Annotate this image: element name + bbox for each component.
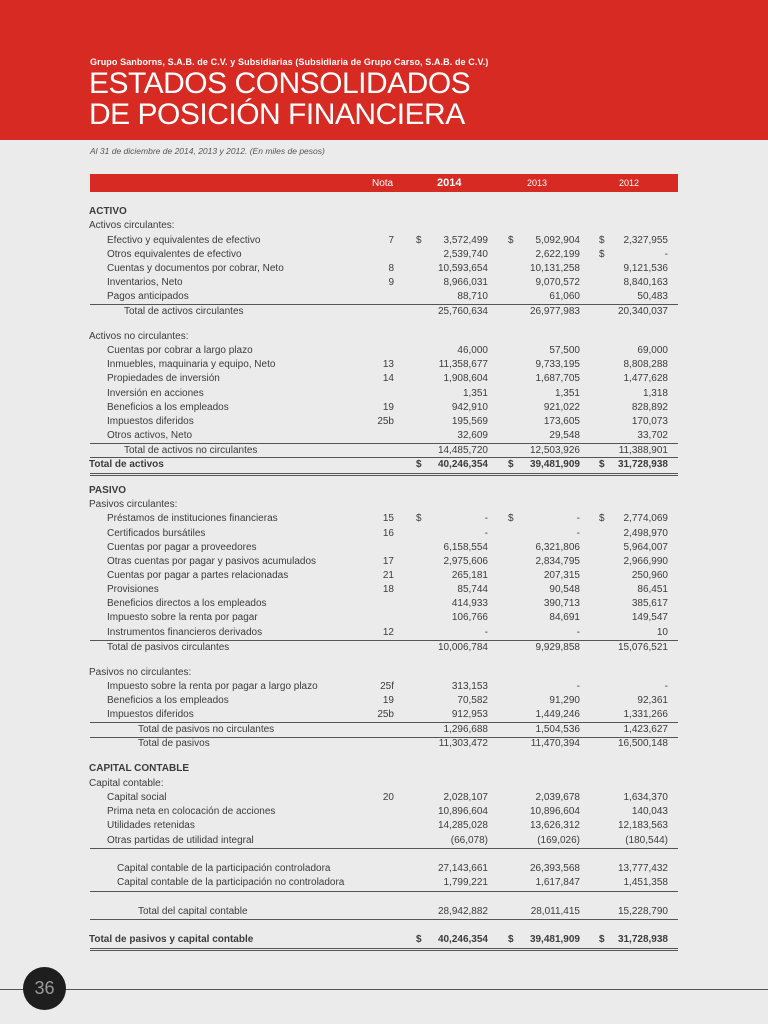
subtotal-row [0,723,768,737]
amount-cell: 1,423,627 [623,724,668,735]
row-label: CAPITAL CONTABLE [89,763,189,774]
amount-cell: 1,687,705 [535,373,580,384]
amount-cell: 942,910 [451,402,488,413]
amount-cell: 2,327,955 [623,235,668,246]
divider [90,891,678,892]
amount-cell: 2,622,199 [535,249,580,260]
note-ref: 25b [377,709,394,720]
row-label: Total de activos [89,459,164,470]
amount-cell: 2,774,069 [623,513,668,524]
row-label: Inversión en acciones [107,388,204,399]
amount-cell: - [576,627,580,638]
amount-cell: 40,246,354 [437,934,488,945]
amount-cell: 149,547 [631,612,668,623]
amount-cell: 11,303,472 [438,738,488,749]
row-label: Otras cuentas por pagar y pasivos acumulados [107,556,316,567]
total-row [0,458,768,472]
table-row [0,512,768,526]
subsection-title [0,330,768,344]
subsection-title [0,219,768,233]
note-ref: 15 [382,513,394,524]
table-row [0,834,768,848]
amount-cell: 10 [656,627,668,638]
amount-cell: 12,503,926 [529,445,580,456]
amount-cell: 16,500,148 [617,738,668,749]
row-label: PASIVO [89,485,127,496]
currency-sign: $ [508,934,514,945]
subtotal-row [0,444,768,458]
row-label: Beneficios a los empleados [107,402,229,413]
row-label: Impuesto sobre la renta por pagar a largo plazo [107,681,318,692]
amount-cell: 29,548 [549,430,580,441]
amount-cell: 26,393,568 [529,863,580,874]
statement-subtitle: Al 31 de diciembre de 2014, 2013 y 2012. (En miles de pesos) [90,146,325,156]
amount-cell: 8,966,031 [443,277,488,288]
amount-cell: 13,626,312 [529,820,580,831]
column-header-nota: Nota [372,178,394,189]
note-ref: 16 [382,528,394,539]
amount-cell: 8,840,163 [623,277,668,288]
amount-cell: 3,572,499 [443,235,488,246]
table-row [0,358,768,372]
currency-sign: $ [416,235,422,246]
amount-cell: - [576,681,580,692]
divider [90,848,678,849]
amount-cell: 1,331,266 [623,709,668,720]
amount-cell: 69,000 [637,345,668,356]
row-label: Prima neta en colocación de acciones [107,806,276,817]
amount-cell: 11,470,394 [530,738,580,749]
amount-cell: 10,896,604 [529,806,580,817]
currency-sign: $ [508,513,514,524]
amount-cell: 28,011,415 [530,906,580,917]
currency-sign: $ [416,513,422,524]
note-ref: 21 [382,570,394,581]
amount-cell: - [484,528,488,539]
table-row [0,527,768,541]
row-label: Activos circulantes: [89,220,175,231]
subtotal-row [0,905,768,919]
note-ref: 7 [388,235,394,246]
currency-sign: $ [508,459,514,470]
amount-cell: 250,960 [631,570,668,581]
amount-cell: 32,609 [457,430,488,441]
amount-cell: 84,691 [549,612,580,623]
amount-cell: 14,485,720 [437,445,488,456]
row-label: Total de activos circulantes [124,306,244,317]
note-ref: 12 [382,627,394,638]
currency-sign: $ [599,459,605,470]
amount-cell: 828,892 [631,402,668,413]
amount-cell: 9,070,572 [535,277,580,288]
row-label: Cuentas por pagar a proveedores [107,542,257,553]
row-label: Beneficios directos a los empleados [107,598,267,609]
amount-cell: 92,361 [637,695,668,706]
amount-cell: 170,073 [631,416,668,427]
amount-cell: 1,908,604 [443,373,488,384]
amount-cell: 40,246,354 [437,459,488,470]
amount-cell: 28,942,882 [437,906,488,917]
amount-cell: - [576,513,580,524]
amount-cell: 1,477,628 [623,373,668,384]
row-label: Cuentas y documentos por cobrar, Neto [107,263,284,274]
currency-sign: $ [599,513,605,524]
amount-cell: 50,483 [637,291,668,302]
footer-divider [0,989,768,990]
amount-cell: 5,964,007 [623,542,668,553]
table-row [0,401,768,415]
row-label: Total de pasivos [138,738,210,749]
row-label: Total de activos no circulantes [124,445,258,456]
row-label: Capital social [107,792,167,803]
table-row [0,387,768,401]
amount-cell: 13,777,432 [617,863,668,874]
table-row [0,541,768,555]
row-label: Total de pasivos circulantes [107,642,230,653]
amount-cell: 9,121,536 [623,263,668,274]
table-row [0,694,768,708]
currency-sign: $ [416,459,422,470]
amount-cell: 15,076,521 [617,642,668,653]
amount-cell: 5,092,904 [535,235,580,246]
amount-cell: 33,702 [637,430,668,441]
amount-cell: 921,022 [543,402,580,413]
table-row [0,597,768,611]
amount-cell: 106,766 [451,612,488,623]
row-label: Efectivo y equivalentes de efectivo [107,235,261,246]
amount-cell: - [484,513,488,524]
note-ref: 20 [382,792,394,803]
amount-cell: 10,131,258 [529,263,580,274]
amount-cell: 1,296,688 [443,724,488,735]
amount-cell: 1,617,847 [535,877,580,888]
amount-cell: 6,321,806 [535,542,580,553]
table-row [0,819,768,833]
amount-cell: 57,500 [549,345,580,356]
amount-cell: 11,388,901 [618,445,668,456]
row-label: Utilidades retenidas [107,820,195,831]
amount-cell: - [664,681,668,692]
title-line-2: DE POSICIÓN FINANCIERA [89,98,465,131]
row-label: Capital contable de la participación controladora [117,863,331,874]
row-label: Cuentas por cobrar a largo plazo [107,345,253,356]
amount-cell: 14,285,028 [437,820,488,831]
table-row [0,680,768,694]
amount-cell: 140,043 [631,806,668,817]
currency-sign: $ [508,235,514,246]
table-row [0,791,768,805]
amount-cell: 2,028,107 [443,792,488,803]
subsection-title [0,666,768,680]
amount-cell: 912,953 [451,709,488,720]
row-label: Propiedades de inversión [107,373,220,384]
amount-cell: 2,039,678 [535,792,580,803]
amount-cell: 39,481,909 [529,459,580,470]
divider [90,919,678,920]
column-header-2012: 2012 [619,178,640,188]
amount-cell: 1,318 [642,388,668,399]
amount-cell: 11,358,677 [438,359,488,370]
amount-cell: 173,605 [543,416,580,427]
row-label: Capital contable de la participación no controladora [117,877,345,888]
amount-cell: 1,504,536 [535,724,580,735]
amount-cell: 12,183,563 [617,820,668,831]
amount-cell: 2,539,740 [443,249,488,260]
amount-cell: 9,733,195 [535,359,580,370]
subsection-title [0,777,768,791]
row-label: Pagos anticipados [107,291,189,302]
row-label: Impuestos diferidos [107,416,194,427]
double-underline [90,473,678,474]
table-row [0,626,768,640]
row-label: Activos no circulantes: [89,331,189,342]
note-ref: 8 [388,263,394,274]
amount-cell: (66,078) [450,835,488,846]
row-label: Inmuebles, maquinaria y equipo, Neto [107,359,276,370]
subtotal-row [0,737,768,751]
amount-cell: 1,449,246 [535,709,580,720]
amount-cell: 414,933 [451,598,488,609]
subtotal-row [0,641,768,655]
table-row [0,372,768,386]
note-ref: 19 [382,695,394,706]
amount-cell: 1,451,358 [623,877,668,888]
section-title-activo [0,205,768,219]
row-label: Impuestos diferidos [107,709,194,720]
row-label: Total de pasivos y capital contable [89,934,254,945]
row-label: Otros activos, Neto [107,430,193,441]
amount-cell: 26,977,983 [529,306,580,317]
amount-cell: 39,481,909 [529,934,580,945]
amount-cell: 31,728,938 [617,459,668,470]
amount-cell: 61,060 [549,291,580,302]
note-ref: 25f [380,681,394,692]
table-row [0,555,768,569]
table-row [0,876,768,890]
row-label: Impuesto sobre la renta por pagar [107,612,258,623]
subtotal-row [0,305,768,319]
amount-cell: 1,799,221 [443,877,488,888]
amount-cell: 9,929,858 [535,642,580,653]
amount-cell: 207,315 [543,570,580,581]
row-label: Provisiones [107,584,159,595]
amount-cell: - [664,249,668,260]
note-ref: 9 [388,277,394,288]
section-title-capital [0,762,768,776]
amount-cell: - [484,627,488,638]
row-label: Pasivos no circulantes: [89,667,192,678]
double-underline [90,950,678,951]
company-name: Grupo Sanborns, S.A.B. de C.V. y Subsidiarias (Subsidiaria de Grupo Carso, S.A.B. de C.V.) [90,57,489,67]
note-ref: 19 [382,402,394,413]
amount-cell: 265,181 [451,570,488,581]
currency-sign: $ [599,934,605,945]
table-row [0,344,768,358]
amount-cell: 2,498,970 [623,528,668,539]
amount-cell: 91,290 [549,695,580,706]
row-label: ACTIVO [89,206,127,217]
amount-cell: 88,710 [457,291,488,302]
amount-cell: 313,153 [451,681,488,692]
amount-cell: 10,896,604 [437,806,488,817]
amount-cell: 2,975,606 [443,556,488,567]
note-ref: 13 [382,359,394,370]
row-label: Otras partidas de utilidad integral [107,835,254,846]
table-row [0,611,768,625]
amount-cell: 25,760,634 [437,306,488,317]
amount-cell: 70,582 [457,695,488,706]
row-label: Pasivos circulantes: [89,499,178,510]
amount-cell: 2,966,990 [623,556,668,567]
table-row [0,862,768,876]
total-row [0,933,768,947]
amount-cell: 1,634,370 [623,792,668,803]
amount-cell: 390,713 [543,598,580,609]
table-row [0,248,768,262]
row-label: Capital contable: [89,778,164,789]
row-label: Cuentas por pagar a partes relacionadas [107,570,289,581]
title-line-1: ESTADOS CONSOLIDADOS [89,67,471,100]
amount-cell: 385,617 [631,598,668,609]
table-row [0,569,768,583]
row-label: Certificados bursátiles [107,528,206,539]
table-row [0,583,768,597]
note-ref: 14 [382,373,394,384]
amount-cell: 46,000 [457,345,488,356]
note-ref: 18 [382,584,394,595]
amount-cell: (180,544) [625,835,668,846]
amount-cell: 85,744 [457,584,488,595]
table-row [0,415,768,429]
note-ref: 25b [377,416,394,427]
amount-cell: 10,006,784 [437,642,488,653]
currency-sign: $ [416,934,422,945]
currency-sign: $ [599,249,605,260]
row-label: Otros equivalentes de efectivo [107,249,242,260]
double-underline [90,948,678,949]
subsection-title [0,498,768,512]
amount-cell: 20,340,037 [617,306,668,317]
page-number: 36 [23,967,66,1010]
amount-cell: 15,228,790 [617,906,668,917]
table-row [0,429,768,443]
amount-cell: 86,451 [637,584,668,595]
row-label: Total de pasivos no circulantes [138,724,275,735]
amount-cell: (169,026) [537,835,580,846]
section-title-pasivo [0,484,768,498]
row-label: Beneficios a los empleados [107,695,229,706]
amount-cell: 195,569 [451,416,488,427]
amount-cell: 27,143,661 [437,863,488,874]
amount-cell: 6,158,554 [443,542,488,553]
table-row [0,805,768,819]
table-row [0,290,768,304]
amount-cell: 10,593,654 [437,263,488,274]
currency-sign: $ [599,235,605,246]
amount-cell: 90,548 [549,584,580,595]
column-header-2013: 2013 [527,178,548,188]
row-label: Instrumentos financieros derivados [107,627,263,638]
double-underline [90,475,678,476]
table-row [0,262,768,276]
amount-cell: - [576,528,580,539]
note-ref: 17 [382,556,394,567]
column-header-2014: 2014 [437,177,462,189]
amount-cell: 31,728,938 [617,934,668,945]
amount-cell: 8,808,288 [623,359,668,370]
table-row [0,708,768,722]
amount-cell: 2,834,795 [535,556,580,567]
row-label: Total del capital contable [138,906,248,917]
table-row [0,276,768,290]
table-row [0,234,768,248]
row-label: Préstamos de instituciones financieras [107,513,278,524]
amount-cell: 1,351 [554,388,580,399]
amount-cell: 1,351 [462,388,488,399]
row-label: Inventarios, Neto [107,277,183,288]
